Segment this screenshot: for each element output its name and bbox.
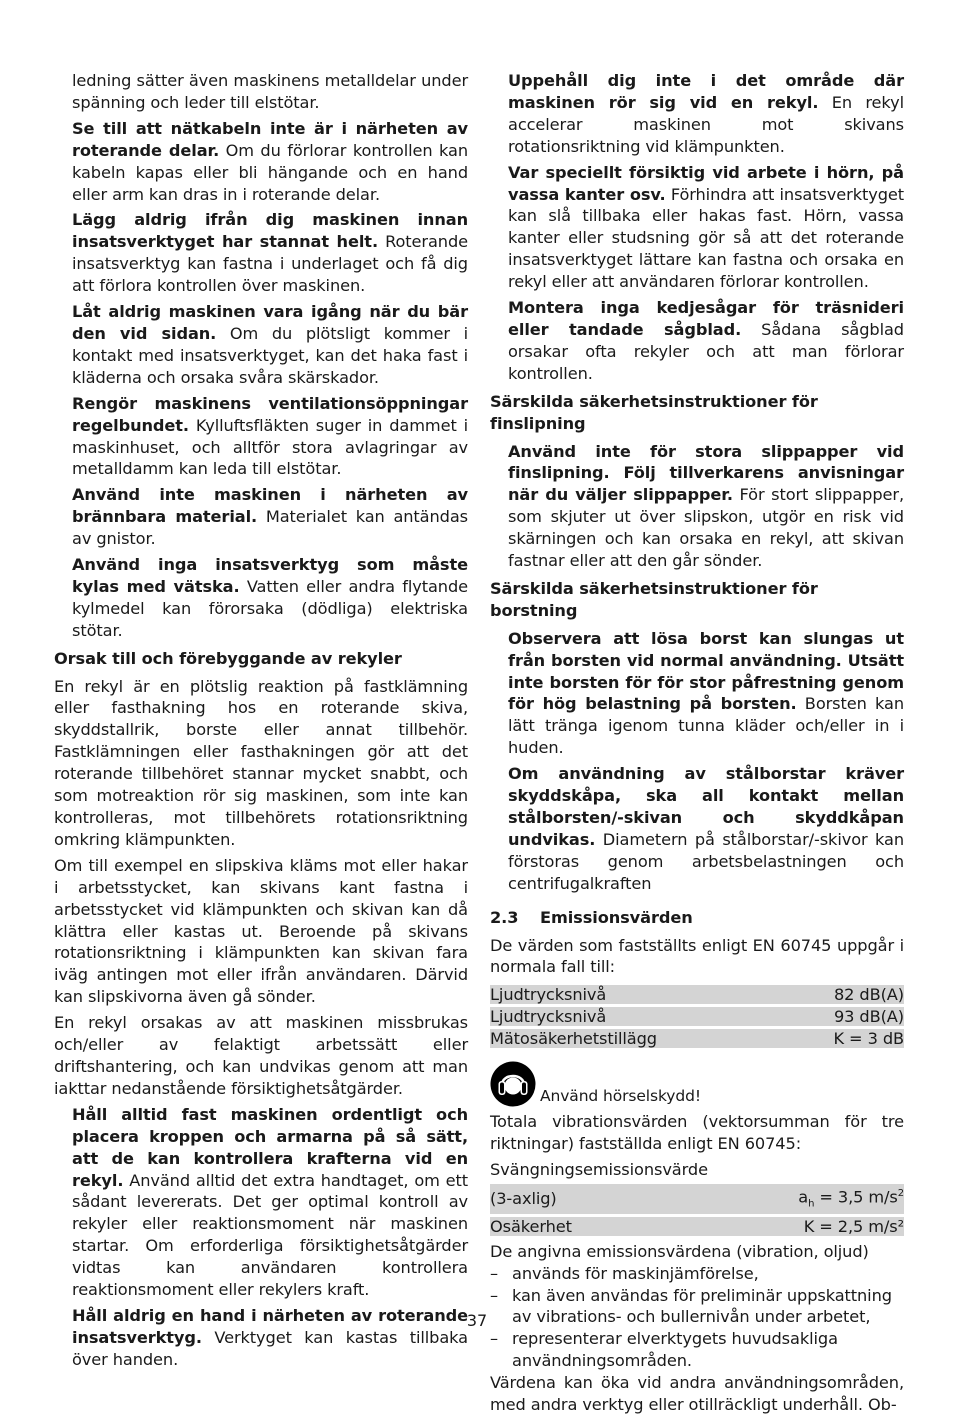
table-row bbox=[490, 1029, 904, 1048]
sound-values-table bbox=[490, 982, 904, 1051]
list-item: – kan även användas för preliminär uppskattning av vibrations- och bullernivån under arbetet, bbox=[490, 1285, 892, 1327]
section-heading: Orsak till och förebyggande av rekyler bbox=[54, 648, 402, 668]
table-row bbox=[490, 1007, 904, 1026]
table-cell: 82 dB(A) bbox=[781, 985, 904, 1004]
table-cell: Ljudtrycksnivå bbox=[490, 1007, 781, 1026]
paragraph: Om till exempel en slipskiva kläms mot eller hakar i arbetsstycket, kan skivans kant fastna i arbetsstycket vid klämpunkten och skivan kan då klättra eller kastas ut. Beroende på skivans rotationsriktning i klämpunkten kan skivan fara iväg antingen mot eller ifrån användaren. Därvid kan slipskivorna även gå sönder. bbox=[54, 855, 468, 1007]
paragraph: Var speciellt försiktig vid arbete i hörn, på vassa kanter osv. Förhindra att insatsverktyget kan slå tillbaka eller hakas fast. Hörn, vassa kanter eller studsning gör så att det roterande insatsverktyget lättare kan fastna och orsaka en rekyl eller att användaren förlorar kontrollen. bbox=[508, 162, 904, 292]
section-number: 2.3 bbox=[490, 907, 519, 927]
table-cell: K = 2,5 m/s² bbox=[671, 1217, 904, 1236]
paragraph: Värdena kan öka vid andra användningsområden, med andra verktyg eller otillräckligt underhåll. Ob- bbox=[490, 1373, 904, 1415]
vibration-values-table bbox=[490, 1181, 904, 1239]
paragraph: Håll aldrig en hand i närheten av roterande insatsverktyg. Verktyget kan kastas tillbaka över handen. bbox=[72, 1305, 468, 1369]
table-cell: 93 dB(A) bbox=[781, 1007, 904, 1026]
paragraph: Låt aldrig maskinen vara igång när du bär den vid sidan. Om du plötsligt kommer i kontakt med insatsverktyget, kan det haka fast i kläderna och orsaka svåra skärskador. bbox=[72, 302, 468, 387]
paragraph: Montera inga kedjesågar för träsnideri eller tandade sågblad. Sådana sågblad orsakar ofta rekyler och att man förlorar kontrollen. bbox=[508, 298, 904, 383]
table-cell: K = 3 dB bbox=[781, 1029, 904, 1048]
paragraph: En rekyl orsakas av att maskinen missbrukas och/eller av felaktigt arbetssätt eller driftshantering, och kan undvikas genom att man iakttar nedanstående försiktighetsåtgärder. bbox=[54, 1013, 468, 1098]
paragraph: Håll alltid fast maskinen ordentligt och placera kroppen och armarna på så sätt, att de kan kontrollera krafterna vid en rekyl. Använd alltid det extra handtaget, om ett sådant levererats. Det ger optimal kontroll av rekyler eller reaktionsmoment när maskinen startar. Om erforderliga försiktighetsåtgärder vidtas kan användaren kontrollera reaktionsmoment eller rekylers kraft. bbox=[72, 1104, 468, 1300]
list-item: – används för maskinjämförelse, bbox=[490, 1263, 759, 1283]
hearing-protection-icon bbox=[490, 1061, 536, 1107]
table-cell: Mätosäkerhetstillägg bbox=[490, 1029, 781, 1048]
paragraph: De värden som fastställts enligt EN 60745 uppgår i normala fall till: bbox=[490, 935, 904, 977]
table-cell: (3-axlig) bbox=[490, 1184, 671, 1214]
table-cell: Ljudtrycksnivå bbox=[490, 985, 781, 1004]
paragraph: Svängningsemissionsvärde bbox=[490, 1160, 708, 1180]
right-column bbox=[490, 70, 904, 1420]
section-title: Emissionsvärden bbox=[540, 907, 693, 927]
table-cell: $a_h = 3,5$ $m/s^2$ bbox=[671, 1184, 904, 1214]
paragraph: Använd inte maskinen i närheten av brännbara material. Materialet kan antändas av gnistor. bbox=[72, 485, 468, 549]
hearing-protection-notice bbox=[490, 1061, 904, 1107]
hearing-protection-text: Använd hörselskydd! bbox=[540, 1087, 701, 1106]
list-item: – representerar elverktygets huvudsakliga användningsområden. bbox=[490, 1329, 838, 1371]
section-heading: Särskilda säkerhetsinstruktioner för borstning bbox=[490, 578, 818, 620]
paragraph: Observera att lösa borst kan slungas ut från borsten vid normal användning. Utsätt inte borsten för för stor påfrestning genom för hög belastning på borsten. Borsten kan lätt tränga igenom tunna kläder och/eller in i huden. bbox=[508, 628, 904, 758]
paragraph: En rekyl är en plötslig reaktion på fastklämning eller fasthakning hos en roterande skiva, skyddstallrik, borste eller annat tillbehör. Fastklämningen eller fasthakningen gör att det roterande tillbehöret stannar mycket snabbt, och som motreaktion rör sig maskinen, som inte kan kontrolleras, mot tillbehörets rotationsriktning omkring klämpunkten. bbox=[54, 676, 468, 849]
page-number: 37 bbox=[466, 1311, 488, 1330]
paragraph: ledning sätter även maskinens metalldelar under spänning och leder till elstötar. bbox=[72, 71, 468, 112]
section-heading: Särskilda säkerhetsinstruktioner för finslipning bbox=[490, 391, 818, 433]
paragraph: Använd inte för stora slippapper vid finslipning. Följ tillverkarens anvisningar när du väljer slippapper. För stort slippapper, som skjuter ut över slipskon, utgör en risk vid skärningen och kan orsaka en rekyl, att skivan fastnar eller att den går sönder. bbox=[508, 441, 904, 571]
table-row bbox=[490, 1217, 904, 1236]
paragraph: De angivna emissionsvärdena (vibration, oljud) bbox=[490, 1241, 869, 1261]
paragraph: Totala vibrationsvärden (vektorsumman för tre riktningar) fastställda enligt EN 60745: bbox=[490, 1112, 904, 1154]
paragraph: Uppehåll dig inte i det område där maskinen rör sig vid en rekyl. En rekyl accelerar maskinen mot skivans rotationsriktning vid klämpunkten. bbox=[508, 71, 904, 156]
section-heading bbox=[490, 907, 904, 929]
paragraph: Se till att nätkabeln inte är i närheten av roterande delar. Om du förlorar kontrollen kan kabeln kapas eller bli hängande och en hand eller arm kan dras in i roterande delar. bbox=[72, 118, 468, 204]
paragraph: Lägg aldrig ifrån dig maskinen innan insatsverktyget har stannat helt. Roterande insatsverktyg kan fastna i underlaget och få dig att förlora kontrollen över maskinen. bbox=[72, 210, 468, 296]
left-column bbox=[54, 70, 468, 1375]
table-row bbox=[490, 1184, 904, 1214]
paragraph: Rengör maskinens ventilationsöppningar regelbundet. Kylluftsfläkten suger in dammet i maskinhuset, och alltför stora avlagringar av metalldamm kan leda till elstötar. bbox=[72, 393, 468, 479]
table-cell: Osäkerhet bbox=[490, 1217, 671, 1236]
paragraph: Använd inga insatsverktyg som måste kylas med vätska. Vatten eller andra flytande kylmedel kan förorsaka (dödliga) elektriska stötar. bbox=[72, 555, 468, 640]
paragraph: Om användning av stålborstar kräver skyddskåpa, ska all kontakt mellan stålborsten/-skivan och skyddkåpan undvikas. Diametern på stålborstar/-skivor kan förstoras genom arbetsbelastningen och centrifugalkraften bbox=[508, 764, 904, 893]
table-row bbox=[490, 985, 904, 1004]
